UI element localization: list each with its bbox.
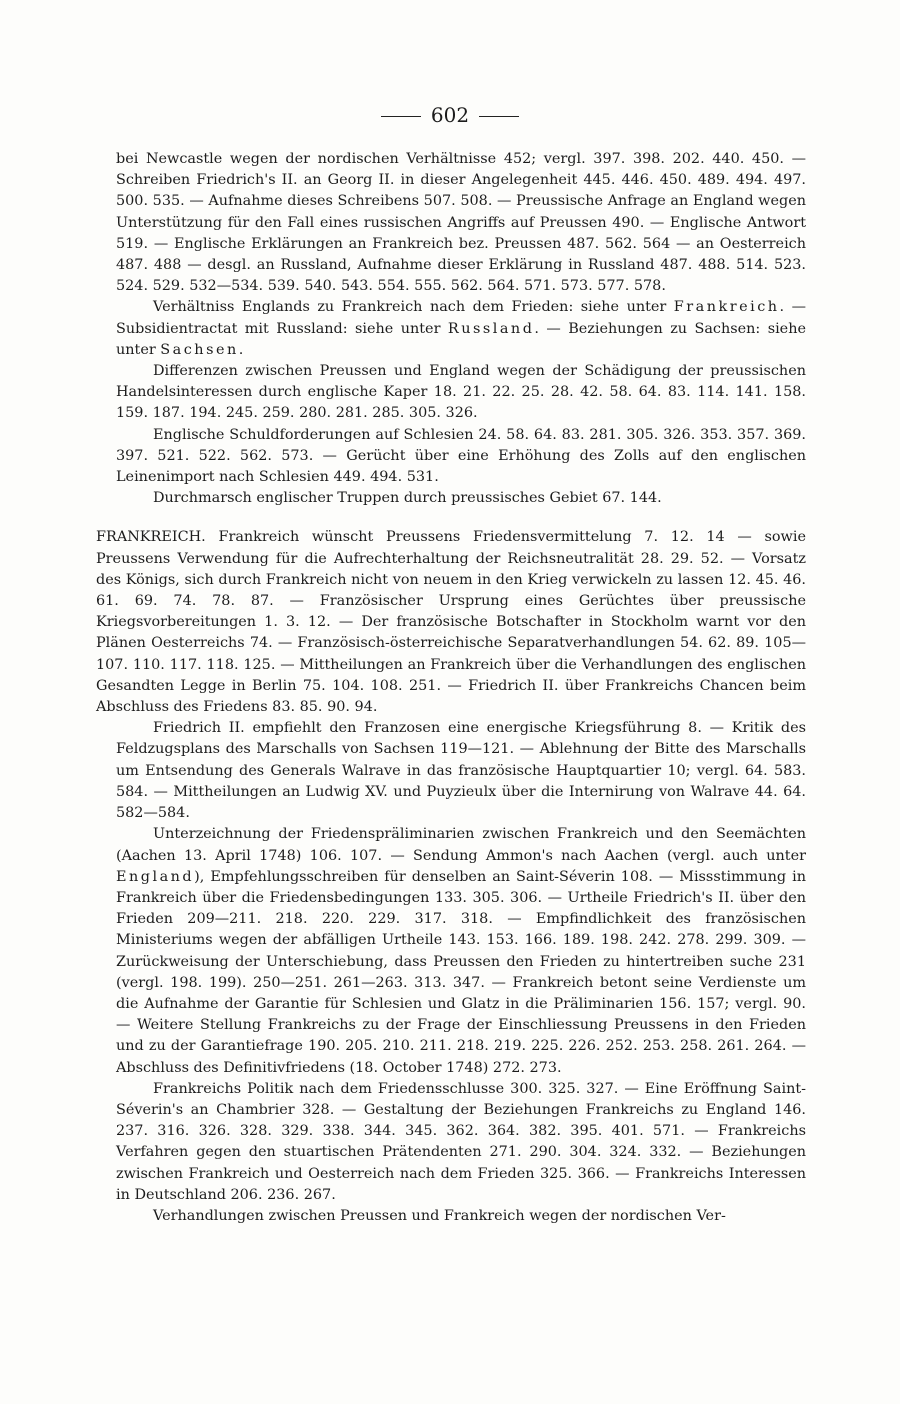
page-header [0,103,900,127]
paragraph: Differenzen zwischen Preussen und England wegen der Schädigung der preussischen Handelsinteressen durch englische Kaper 18. 21. 22. 25. 28. 42. 58. 64. 83. 114. 141. 158. 159. 187. 194. 245. 259. 280. 281. 285. 305. 326. [116,363,806,422]
index-entry-frankreich [96,527,806,718]
paragraph: Verhandlungen zwischen Preussen und Frankreich wegen der nordischen Ver- [153,1207,726,1224]
cross-reference: Russland [447,320,535,337]
cross-reference: England [116,868,195,885]
paragraph: Frankreichs Politik nach dem Friedensschlusse 300. 325. 327. — Eine Eröffnung Saint-Séverin's an Chambrier 328. — Gestaltung der Beziehungen Frankreichs zu England 146. 237. 316. 326. 328. 329. 338. 344. 345. 362. 364. 382. 395. 401. 571. — Frankreichs Verfahren gegen den stuartischen Prätendenten 271. 290. 304. 324. 332. — Beziehungen zwischen Frankreich und Oesterreich nach dem Frieden 325. 366. — Frankreichs Interessen in Deutschland 206. 236. 267. [116,1080,806,1203]
paragraph: Englische Schuldforderungen auf Schlesien 24. 58. 64. 83. 281. 305. 326. 353. 357. 369. 397. 521. 522. 562. 573. — Gerücht über eine Erhöhung des Zolls auf den englischen Leinenimport nach Schlesien 449. 494. 531. [116,426,806,486]
header-rule-right [479,116,519,117]
page-number: 602 [430,103,470,127]
text-run: . — Subsidientractat mit Russland: siehe unter [116,299,807,337]
paragraph [116,824,806,1078]
paragraph: bei Newcastle wegen der nordischen Verhältnisse 452; vergl. 397. 398. 202. 440. 450. — Schreiben Friedrich's II. an Georg II. in dieser Angelegenheit 445. 446. 450. 489. 494. 497. 500. 535. — Aufnahme dieses Schreibens 507. 508. — Preussische Anfrage an England wegen Unterstützung für den Fall eines russischen Angriffs auf Preussen 490. — Englische Antwort 519. — Englische Erklärungen an Frankreich bez. Preussen 487. 562. 564 — an Oesterreich 487. 488 — desgl. an Russland, Aufnahme dieser Erklärung in Russland 487. 488. 514. 523. 524. 529. 532—534. 539. 540. 543. 554. 555. 562. 564. 571. 573. 577. 578. [116,151,806,295]
paragraph: Durchmarsch englischer Truppen durch preussisches Gebiet 67. 144. [153,490,662,507]
cross-reference: Sachsen [160,341,239,358]
text-run: Verhältniss Englands zu Frankreich nach dem Frieden: siehe unter [153,299,674,316]
text-run: . [238,341,244,358]
header-rule-left [381,116,421,117]
text-run: Frankreich wünscht Preussens Friedensvermittelung 7. 12. 14 — sowie Preussens Verwendung für die Aufrechterhaltung der Reichsneutralität 28. 29. 52. — Vorsatz des Königs, sich durch Frankreich nicht von neuem in den Krieg verwickeln zu lassen 12. 45. 46. 61. 69. 74. 78. 87. — Französischer Ursprung eines Gerüchtes über preussische Kriegsvorbereitungen 1. 3. 12. — Der französische Botschafter in Stockholm warnt vor den Plänen Oesterreichs 74. — Französisch-österreichische Separatverhandlungen 54. 62. 89. 105—107. 110. 117. 118. 125. — Mittheilungen an Frankreich über die Verhandlungen des englischen Gesandten Legge in Berlin 75. 104. 108. 251. — Friedrich II. über Frankreichs Chancen beim Abschluss des Friedens 83. 85. 90. 94. [96,529,806,716]
text-run: . — Beziehungen zu Sachsen: siehe unter [116,320,806,358]
text-run: ), Empfehlungsschreiben für denselben an Saint-Séverin 108. — Missstimmung in Frankreich über die Friedensbedingungen 133. 305. 306. — Urtheile Friedrich's II. über den Frieden 209—211. 218. 220. 229. 317. 318. — Empfindlichkeit des französischen Ministeriums wegen der abfälligen Urtheile 143. 153. 166. 189. 198. 242. 278. 299. 309. — Zurückweisung der Unterschiebung, dass Preussen den Frieden zu hintertreiben suche 231 (vergl. 198. 199). 250—251. 261—263. 313. 347. — Frankreich betont seine Verdienste um die Aufnahme der Garantie für Schlesien und Glatz in die Präliminarien 156. 157; vergl. 90. — Weitere Stellung Frankreichs zu der Frage der Einschliessung Preussens in den Frieden und zu der Garantiefrage 190. 205. 210. 211. 218. 219. 225. 226. 252. 253. 258. 261. 264. — Abschluss des Definitivfriedens (18. October 1748) 272. 273. [116,868,806,1076]
text-run: Unterzeichnung der Friedenspräliminarien zwischen Frankreich und den Seemächten (Aachen 13. April 1748) 106. 107. — Sendung Ammon's nach Aachen (vergl. auch unter [116,826,806,864]
entry-heading: FRANKREICH. [96,529,206,546]
index-text [96,149,807,1227]
paragraph: Friedrich II. empfiehlt den Franzosen eine energische Kriegsführung 8. — Kritik des Feldzugsplans des Marschalls von Sachsen 119—121. — Ablehnung der Bitte des Marschalls um Entsendung des Generals Walrave in das französische Hauptquartier 10; vergl. 64. 583. 584. — Mittheilungen an Ludwig XV. und Puyzieulx über die Internirung von Walrave 44. 64. 582—584. [116,720,806,822]
cross-reference: Frankreich [673,299,780,316]
paragraph [116,297,806,361]
